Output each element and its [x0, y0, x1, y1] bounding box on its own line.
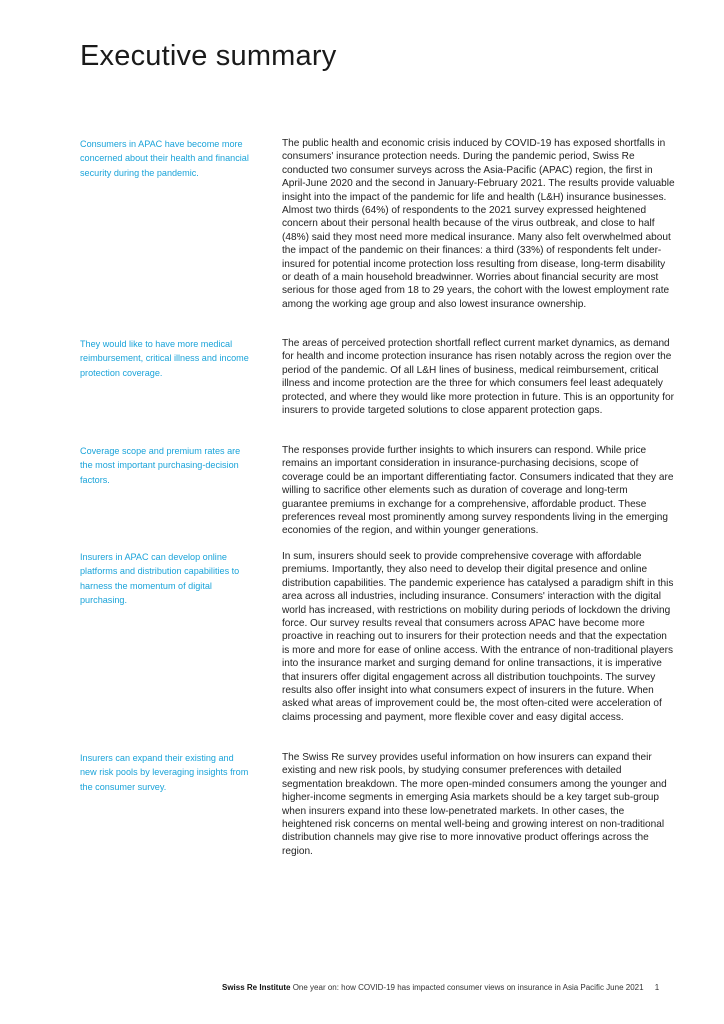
sidenote: Coverage scope and premium rates are the most important purchasing-decision factors. — [80, 446, 241, 485]
body-paragraph: The public health and economic crisis induced by COVID-19 has exposed shortfalls in consumers' insurance protection needs. During the pandemic period, Swiss Re conducted two consumer surveys across the Asia-Pacific (APAC) region, the first in April-June 2020 and the second in January-February 2021. The results provide valuable insight into the impact of the pandemic for life and health (L&H) insurance businesses. Almost two thirds (64%) of respondents to the 2021 survey expressed heightened concern about their personal health because of the virus outbreak, and close to half (48%) said they most need more medical insurance. Many also felt overwhelmed about the impact of the pandemic on their finances: a third (33%) of respondents felt under-insured for potential income protection loss resulting from disease, long-term disability or death of a main household breadwinner. Worries about financial security are most serious for those aged from 18 to 29 years, the cohort with the lowest employment rate among the working age group and also lowest insurance ownership. — [282, 138, 675, 310]
page-title: Executive summary — [80, 40, 337, 72]
body-paragraph: The areas of perceived protection shortfall reflect current market dynamics, as demand for health and income protection insurance has risen notably across the region over the period of the pandemic. Of all L&H lines of business, medical reimbursement, critical illness and income protection are the three for which consumers feel least adequately protected, and where they would like more protection in future. This is an opportunity for insurers to provide targeted solutions to close apparent protection gaps. — [282, 338, 675, 417]
sidenote: They would like to have more medical reimbursement, critical illness and income protection coverage. — [80, 339, 249, 378]
body-paragraph: In sum, insurers should seek to provide comprehensive coverage with affordable premiums. Importantly, they also need to develop their digital presence and online distribution capabilities. The pandemic experience has catalysed a paradigm shift in this area across all industries, including insurance. Consumers' interaction with the digital world has increased, with restrictions on mobility during periods of lockdown the driving force. Our survey results reveal that consumers across APAC have become more proactive in reaching out to insurers for their protection needs and that the expectation is more and more for ease of online access. With the entrance of non-traditional players into the insurance market and surging demand for online transactions, it is imperative that insurers offer digital engagement across all distribution touchpoints. The survey results also offer insight into what consumers expect of insurers in the future. When asked what areas of improvement could be, the most often-cited were acceleration of claims processing and payment, more flexible cover and easy digital access. — [282, 551, 674, 723]
page-footer — [222, 983, 682, 992]
footer-brand: Swiss Re Institute — [222, 983, 291, 992]
footer-publication: One year on: how COVID-19 has impacted consumer views on insurance in Asia Pacific June 2021 — [292, 983, 644, 992]
body-paragraph: The responses provide further insights to which insurers can respond. While price remains an important consideration in insurance-purchasing decisions, scope of coverage could be an important differentiating factor. Consumers indicated that they are willing to sacrifice other elements such as duration of coverage and long-term guarantee premiums in exchange for a comprehensive, affordable product. These preferences reveal most prominently among survey respondents living in the emerging economies of the region, and within younger generations. — [282, 445, 674, 537]
sidenote: Insurers can expand their existing and new risk pools by leveraging insights from the consumer survey. — [80, 753, 249, 792]
sidenote: Insurers in APAC can develop online platforms and distribution capabilities to harness the momentum of digital purchasing. — [80, 552, 240, 605]
sidenote: Consumers in APAC have become more concerned about their health and financial security during the pandemic. — [80, 139, 249, 178]
page-number: 1 — [654, 983, 660, 992]
body-paragraph: The Swiss Re survey provides useful information on how insurers can expand their existing and new risk pools, by studying consumer preferences with detailed segmentation breakdown. The more open-minded consumers among the younger and higher-income segments in emerging Asia markets should be a key target sub-group when insurers expand into these low-penetrated markets. In other cases, the heightened risk concerns on mental well-being and growing interest on non-traditional distribution channels may give rise to more innovative product offerings across the region. — [282, 752, 667, 857]
